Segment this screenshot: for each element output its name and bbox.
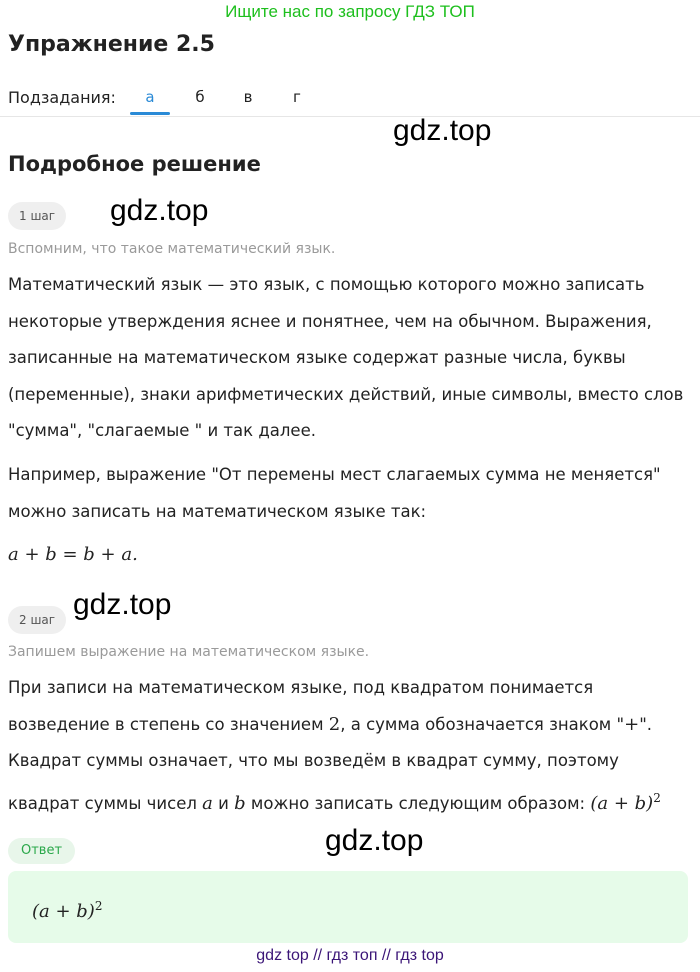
step-2-text-4: и bbox=[218, 793, 229, 813]
subtasks-tabs bbox=[8, 86, 688, 116]
tab-a[interactable]: а bbox=[130, 86, 170, 114]
step-1-paragraph-2: Например, выражение "От перемены мест слагаемых сумма не меняется" можно записать на математическом языке так: bbox=[8, 465, 661, 521]
step-2-badge: 2 шаг bbox=[8, 606, 66, 634]
step-1-badge: 1 шаг bbox=[8, 202, 66, 230]
watermark: gdz.top bbox=[325, 824, 424, 857]
tab-g[interactable]: г bbox=[293, 88, 301, 106]
step-2-text-5: можно записать следующим образом: bbox=[250, 793, 586, 813]
step-2-paragraph bbox=[8, 670, 692, 822]
answer-formula-base: (a + b) bbox=[32, 901, 95, 922]
promo-banner[interactable]: Ищите нас по запросу ГДЗ ТОП bbox=[225, 2, 475, 21]
step-1-paragraph-1: Математический язык — это язык, с помощью которого можно записать некоторые утверждения яснее и понятнее, чем на обычном. Выражения, записанные на математическом языке содержат разные числа, буквы (переменные), знаки арифметических действий, иные символы, вместо слов "сумма", "слагаемые " и так далее. bbox=[8, 275, 684, 440]
answer-formula bbox=[32, 899, 102, 922]
watermark: gdz.top bbox=[73, 588, 172, 621]
footer-links[interactable]: gdz top // гдз топ // гдз top bbox=[256, 947, 444, 964]
step-2-formula bbox=[590, 790, 661, 814]
step-2-formula-base: (a + b) bbox=[590, 792, 654, 814]
step-2-text-2: , а сумма обозначается знаком " bbox=[340, 714, 625, 734]
step-2-text-3: ". Квадрат суммы означает, что мы возведём в квадрат сумму, поэтому квадрат суммы чисел bbox=[8, 714, 653, 813]
answer-badge: Ответ bbox=[8, 838, 75, 864]
step-2-text-1: При записи на математическом языке, под квадратом понимается возведение в степень со значением bbox=[8, 678, 594, 734]
answer-formula-exponent: 2 bbox=[94, 899, 103, 913]
subtasks-label: Подзадания: bbox=[8, 88, 116, 107]
exercise-title: Упражнение 2.5 bbox=[8, 32, 215, 57]
watermark: gdz.top bbox=[110, 194, 209, 227]
step-2-number: 2 bbox=[328, 713, 341, 735]
solution-title: Подробное решение bbox=[8, 152, 261, 176]
tab-v[interactable]: в bbox=[243, 88, 253, 106]
step-2-var-b: b bbox=[234, 792, 246, 814]
step-2-formula-exponent: 2 bbox=[653, 790, 661, 805]
step-2-var-a: a bbox=[202, 792, 213, 814]
step-1-formula: a + b = b + a. bbox=[8, 544, 138, 565]
step-2-hint: Запишем выражение на математическом языке. bbox=[8, 644, 370, 660]
tab-b[interactable]: б bbox=[195, 88, 205, 106]
tabs-divider bbox=[0, 116, 700, 117]
answer-box bbox=[8, 871, 688, 943]
watermark: gdz.top bbox=[393, 114, 492, 147]
step-1-hint: Вспомним, что такое математический язык. bbox=[8, 241, 336, 257]
step-2-plus-sign: + bbox=[624, 713, 640, 735]
